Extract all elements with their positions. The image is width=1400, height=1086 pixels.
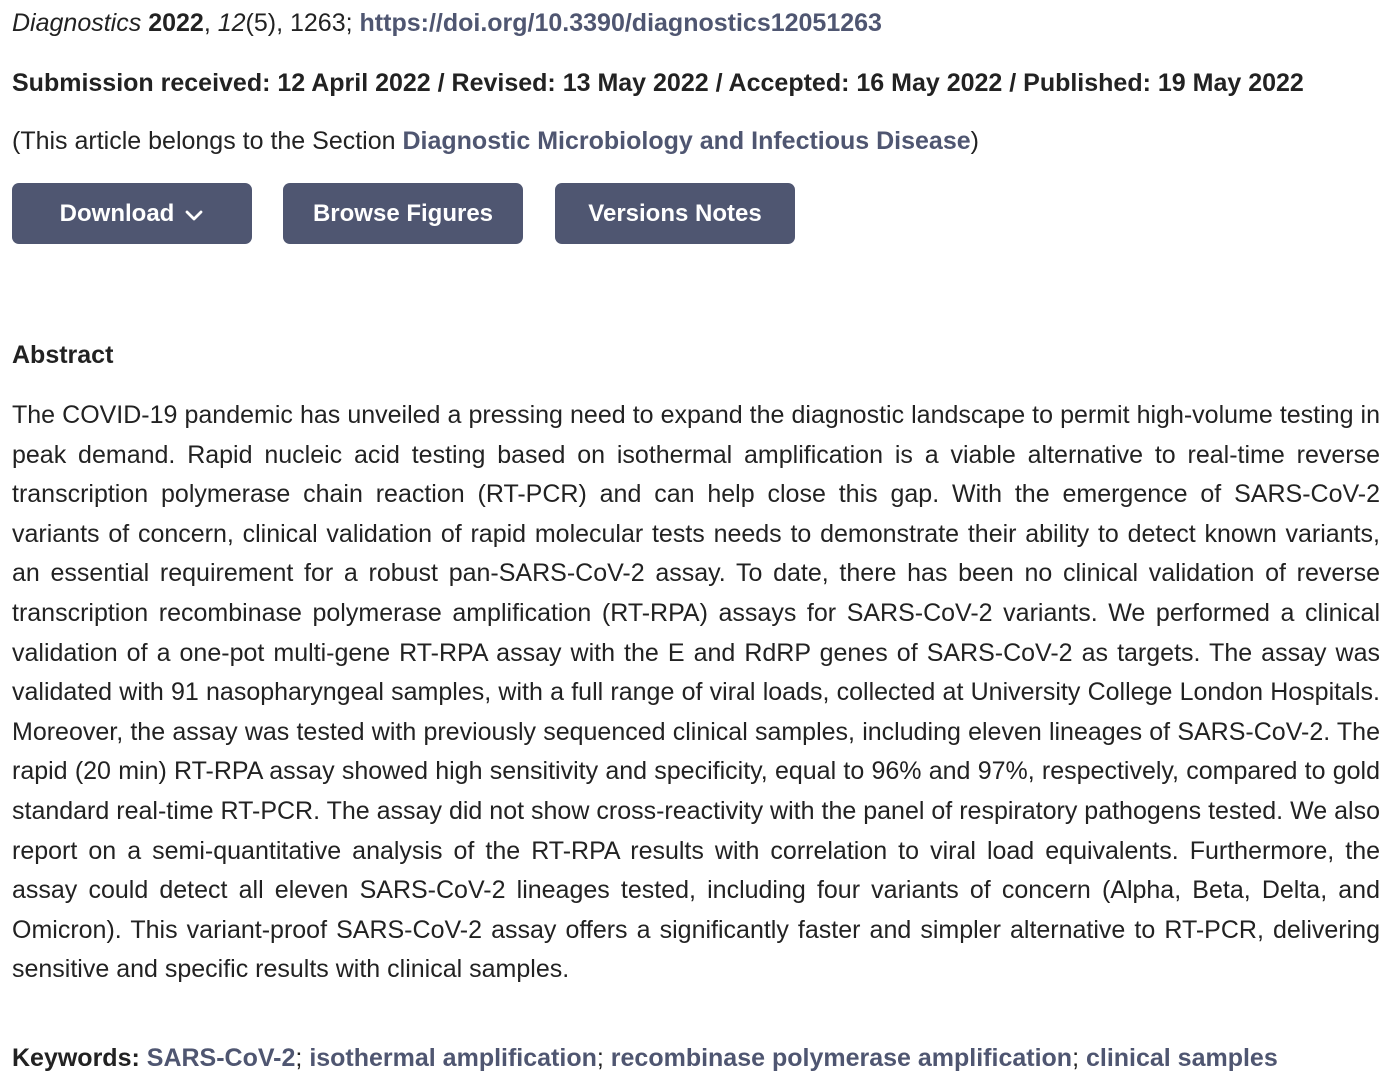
browse-figures-label: Browse Figures [312, 199, 494, 227]
abstract-heading: Abstract [12, 341, 114, 369]
doi-link[interactable]: https://doi.org/10.3390/diagnostics12051263 [359, 9, 882, 37]
citation-issue: (5) [245, 9, 277, 37]
keyword-link-clinical-samples[interactable]: clinical samples [1085, 1044, 1278, 1072]
section-suffix: ) [970, 127, 979, 155]
keyword-separator: ; [295, 1044, 303, 1072]
keyword-separator: ; [1072, 1044, 1080, 1072]
article-section-line [12, 124, 979, 158]
abstract-text: The COVID-19 pandemic has unveiled a pressing need to expand the diagnostic landscape to permit high-volume testing in peak demand. Rapid nucleic acid testing based on isothermal amplification is a viable alternative to real-time reverse transcription polymerase chain reaction (RT-PCR) and can help close this gap. With the emergence of SARS-CoV-2 variants of concern, clinical validation of rapid molecular tests needs to demonstrate their ability to detect known variants, an essential requirement for a robust pan-SARS-CoV-2 assay. To date, there has been no clinical validation of reverse transcription recombinase polymerase amplification (RT-RPA) assays for SARS-CoV-2 variants. We performed a clinical validation of a one-pot multi-gene RT-RPA assay with the E and RdRP genes of SARS-CoV-2 as targets. The assay was validated with 91 nasopharyngeal samples, with a full range of viral loads, collected at University College London Hospitals. Moreover, the assay was tested with previously sequenced clinical samples, including eleven lineages of SARS-CoV-2. The rapid (20 min) RT-RPA assay showed high sensitivity and specificity, equal to 96% and 97%, respectively, compared to gold standard real-time RT-PCR. The assay did not show cross-reactivity with the panel of respiratory pathogens tested. We also report on a semi-quantitative analysis of the RT-RPA results with correlation to viral load equivalents. Furthermore, the assay could detect all eleven SARS-CoV-2 lineages tested, including four variants of concern (Alpha, Beta, Delta, and Omicron). This variant-proof SARS-CoV-2 assay offers a significantly faster and simpler alternative to RT-PCR, delivering sensitive and specific results with clinical samples. [12, 401, 1380, 984]
keyword-link-recombinase-polymerase-amplification[interactable]: recombinase polymerase amplification [610, 1044, 1073, 1072]
citation-line: Diagnostics 2022, 12(5), 1263; https://doi.org/10.3390/diagnostics12051263 [12, 9, 882, 37]
chevron-down-icon [184, 205, 204, 225]
download-button[interactable] [12, 183, 252, 244]
keyword-link-isothermal-amplification[interactable]: isothermal amplification [309, 1044, 597, 1072]
section-link[interactable]: Diagnostic Microbiology and Infectious Disease [402, 127, 971, 155]
journal-name: Diagnostics [12, 9, 142, 37]
citation-year: 2022 [148, 9, 204, 37]
browse-figures-button[interactable] [283, 183, 523, 244]
section-prefix: (This article belongs to the Section [12, 127, 403, 155]
keyword-link-sars-cov-2[interactable]: SARS-CoV-2 [146, 1044, 296, 1072]
citation-volume: 12 [217, 9, 246, 37]
keyword-separator: ; [596, 1044, 604, 1072]
keywords-line [12, 1041, 1278, 1075]
citation-article-number: 1263 [290, 9, 346, 37]
versions-notes-button[interactable] [555, 183, 795, 244]
download-button-label: Download [59, 199, 175, 227]
versions-notes-label: Versions Notes [588, 199, 762, 227]
publication-dates: Submission received: 12 April 2022 / Revised: 13 May 2022 / Accepted: 16 May 2022 / Published: 19 May 2022 [12, 69, 1304, 97]
keywords-label: Keywords: [12, 1044, 140, 1072]
